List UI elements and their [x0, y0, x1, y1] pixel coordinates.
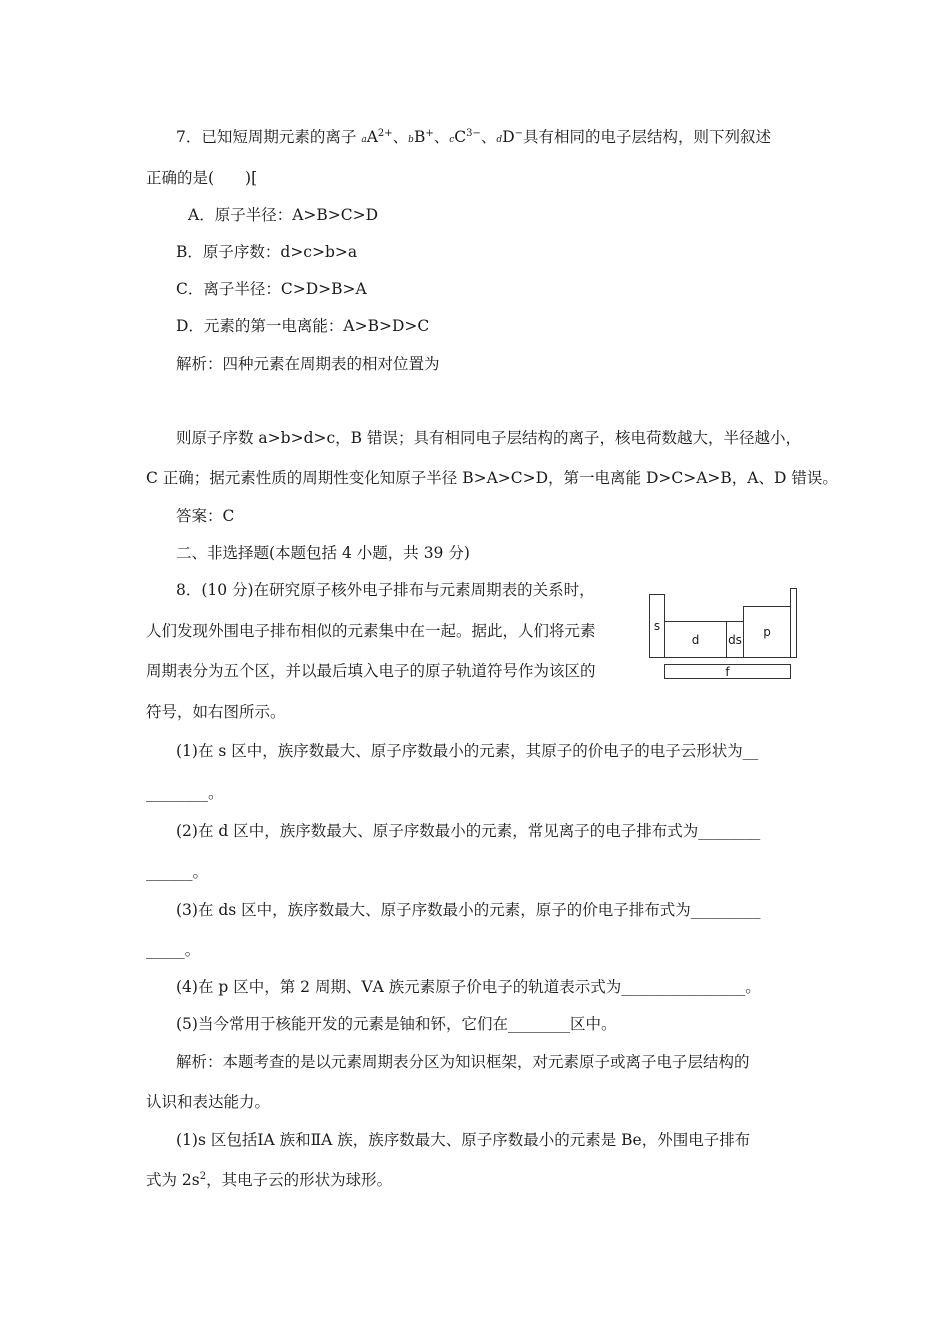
q8-analysis-line3: (1)s 区包括ⅠA 族和ⅡA 族，族序数最大、原子序数最小的元素是 Be，外围电子排布 [176, 1131, 751, 1149]
q7-stem-line1: 7．已知短周期元素的离子 $aA^{2+}$、bB+、$cC^{3-}$、dD−具有相同的电子层结构，则下列叙述 [176, 128, 772, 146]
q8-part5: (5)当今常用于核能开发的元素是铀和钚，它们在________区中。 [176, 1015, 617, 1033]
q7-analysis-line2: 则原子序数 a>b>d>c，B 错误；具有相同电子层结构的离子，核电荷数越大，半径越小， [176, 429, 801, 447]
d-block: d [664, 621, 727, 658]
section-heading: 二、非选择题(本题包括 4 小题，共 39 分) [176, 544, 470, 562]
q8-stem-line4: 符号，如右图所示。 [146, 703, 286, 721]
q8-stem-line2: 人们发现外围电子排布相似的元素集中在一起。据此，人们将元素 [146, 622, 596, 640]
q8-part3-line1: (3)在 ds 区中，族序数最大、原子序数最小的元素，原子的价电子排布式为_________ [176, 901, 761, 919]
q8-part3-line2: _____。 [146, 941, 201, 959]
q7-number: 7． [176, 128, 202, 146]
noble-gas-column [790, 588, 797, 658]
q7-option-d: D．元素的第一电离能：A>B>D>C [176, 317, 430, 335]
q7-option-a: A．原子半径：A>B>C>D [188, 206, 379, 224]
ds-block: ds [726, 621, 744, 658]
q8-part2-line1: (2)在 d 区中，族序数最大、原子序数最小的元素，常见离子的电子排布式为________ [176, 822, 761, 840]
periodic-table-blocks-diagram [649, 588, 797, 680]
q7-stem-line2: 正确的是( )[ [146, 169, 258, 187]
q8-part1-line2: ________。 [146, 784, 224, 802]
q8-part4: (4)在 p 区中，第 2 周期、ⅤA 族元素原子价电子的轨道表示式为________________。 [176, 978, 761, 996]
p-block: p [743, 606, 791, 658]
q7-answer: 答案：C [176, 507, 235, 525]
q8-stem-line1: 8．(10 分)在研究原子核外电子排布与元素周期表的关系时， [176, 581, 595, 599]
q7-option-c: C．离子半径：C>D>B>A [176, 280, 367, 298]
f-block: f [664, 664, 791, 679]
q8-analysis-line1: 解析：本题考查的是以元素周期表分区为知识框架，对元素原子或离子电子层结构的 [176, 1053, 750, 1071]
q7-option-b: B．原子序数：d>c>b>a [176, 243, 358, 261]
q8-analysis-line2: 认识和表达能力。 [146, 1093, 271, 1111]
q8-analysis-line4: 式为 $2s^2$，其电子云的形状为球形。 [146, 1171, 393, 1189]
q7-analysis-line3: C 正确；据元素性质的周期性变化知原子半径 B>A>C>D，第一电离能 D>C>A>B，A、D 错误。 [146, 469, 838, 487]
q8-part1-line1: (1)在 s 区中，族序数最大、原子序数最小的元素，其原子的价电子的电子云形状为__ [176, 742, 759, 760]
q7-analysis-line1: 解析：四种元素在周期表的相对位置为 [176, 355, 440, 373]
s-block: s [649, 594, 665, 658]
q8-part2-line2: ______。 [146, 863, 209, 881]
q8-stem-line3: 周期表分为五个区，并以最后填入电子的原子轨道符号作为该区的 [146, 662, 596, 680]
